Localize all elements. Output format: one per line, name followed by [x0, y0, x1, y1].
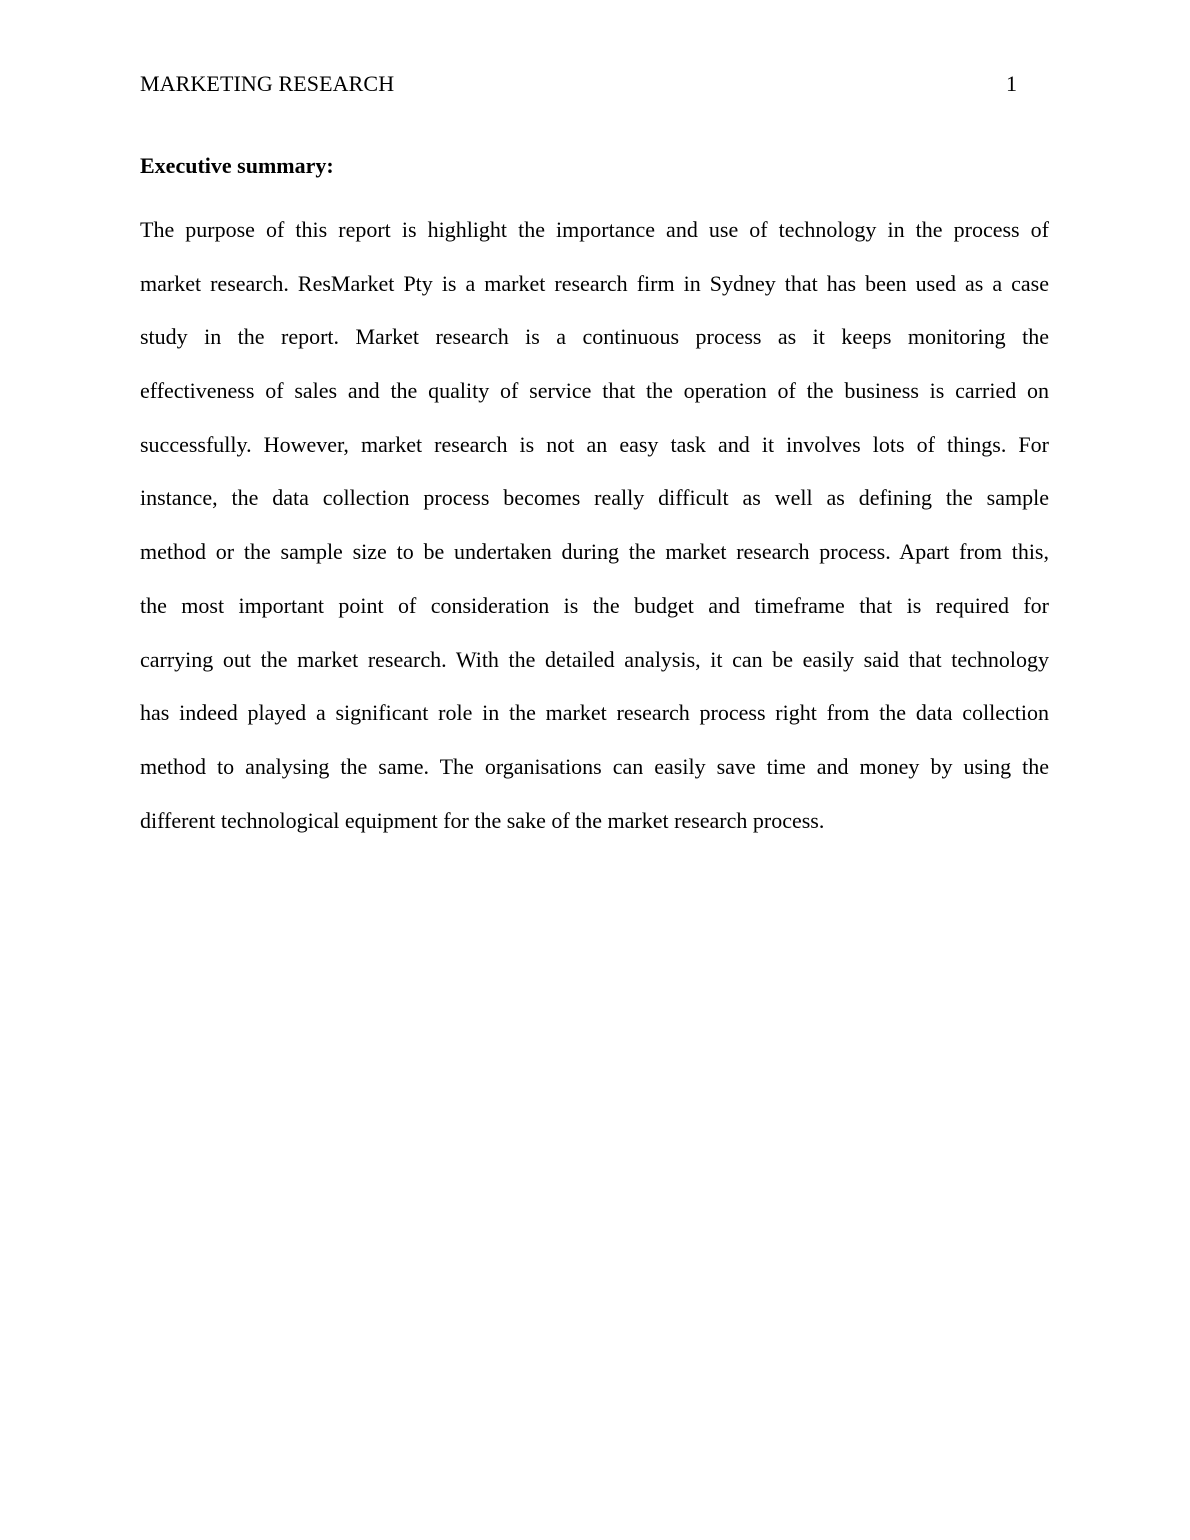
- paragraph-line: instance, the data collection process becomes really difficult as well as defining the sample: [140, 485, 1049, 511]
- paragraph-line: has indeed played a significant role in the market research process right from the data collection: [140, 700, 1049, 726]
- paragraph-line: study in the report. Market research is a continuous process as it keeps monitoring the: [140, 324, 1049, 350]
- page-number: 1: [1006, 71, 1017, 96]
- section-heading: Executive summary:: [140, 153, 334, 178]
- paragraph-line: method or the sample size to be undertaken during the market research process. Apart from this,: [140, 539, 1049, 565]
- paragraph-line: The purpose of this report is highlight the importance and use of technology in the process of: [140, 217, 1049, 242]
- paragraph-line: effectiveness of sales and the quality of service that the operation of the business is carried on: [140, 378, 1049, 404]
- running-head: MARKETING RESEARCH: [140, 71, 395, 96]
- paragraph-line: the most important point of consideration is the budget and timeframe that is required for: [140, 592, 1049, 618]
- executive-summary-paragraph: [140, 203, 1049, 847]
- paragraph-line: carrying out the market research. With the detailed analysis, it can be easily said that technology: [140, 646, 1049, 672]
- paragraph-line: successfully. However, market research is not an easy task and it involves lots of things. For: [140, 431, 1049, 457]
- paragraph-line: different technological equipment for the sake of the market research process.: [140, 807, 825, 833]
- paragraph-line: method to analysing the same. The organisations can easily save time and money by using the: [140, 753, 1049, 779]
- paragraph-line: market research. ResMarket Pty is a market research firm in Sydney that has been used as a case: [140, 270, 1049, 296]
